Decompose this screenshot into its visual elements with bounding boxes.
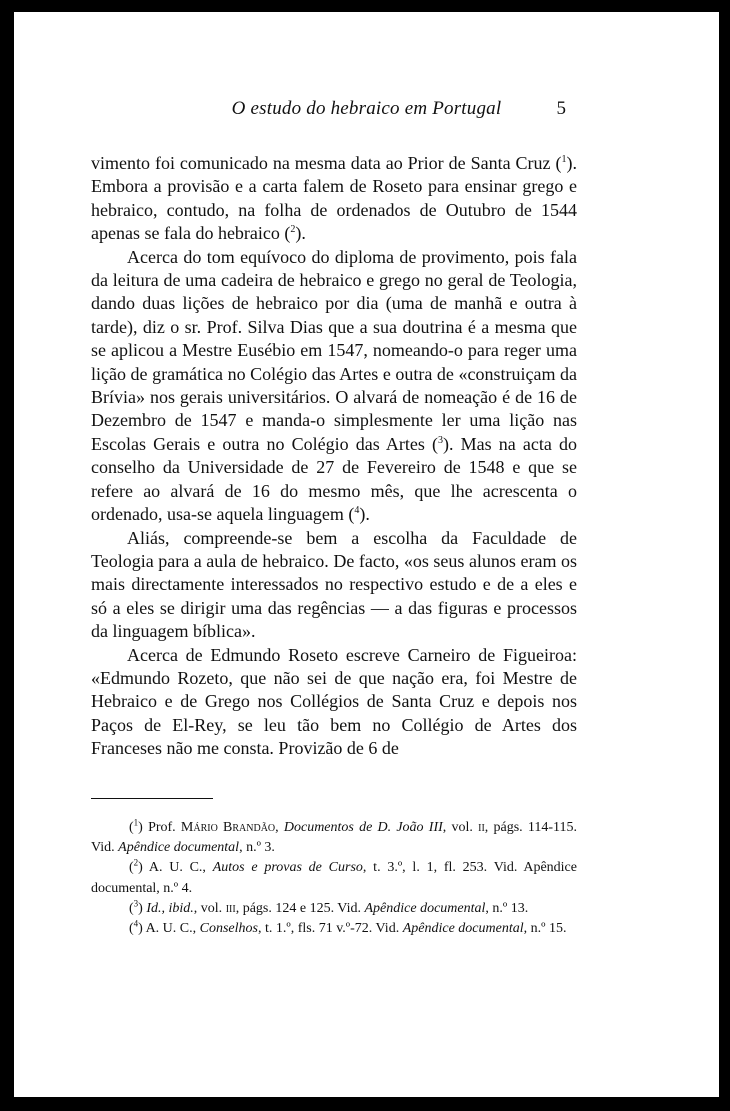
footnote-volume: iii bbox=[225, 900, 236, 916]
book-page bbox=[14, 12, 719, 1097]
body-text bbox=[91, 152, 577, 761]
footnote-number: 1 bbox=[133, 817, 139, 828]
paragraph-text: ). Mas na acta do conselho da Universidade de 27 de Fevereiro de 1548 e que se refere ao alvará de 16 do mesmo mês, que lhe acrescenta o ordenado, usa-se aquela linguagem ( bbox=[91, 433, 577, 525]
footnote-number: 2 bbox=[133, 857, 139, 868]
footnote: ($^4$) A. U. C., Conselhos, t. 1.º, fls. 71 v.º-72. Vid. Apêndice documental, n.º 15. bbox=[129, 918, 567, 937]
footnote-text: , págs. 114-115. Vid. bbox=[91, 820, 578, 856]
paragraph bbox=[91, 152, 577, 246]
footnote: ($^3$) Id., ibid., vol. iii, págs. 124 e 125. Vid. Apêndice documental, n.º 13. bbox=[129, 898, 529, 916]
paragraph-text: ). bbox=[295, 223, 306, 244]
footnote: ($^2$) A. U. C., Autos e provas de Curso, t. 3.º, l. 1, fl. 253. Vid. Apêndice documental, n.º 4. bbox=[91, 857, 577, 896]
page-number: 5 bbox=[556, 98, 566, 119]
running-title: O estudo do hebraico em Portugal bbox=[231, 98, 502, 119]
footnote: ($^1$) Prof. Mário Brandão, Documentos de D. João III, vol. ii, págs. 114-115. Vid. Apêndice documental, n.º 3. bbox=[91, 817, 578, 856]
footnote-author: Mário Brandão bbox=[180, 820, 276, 835]
footnote-ref: 2 bbox=[290, 224, 296, 236]
footnote-title: Apêndice documental bbox=[402, 921, 524, 937]
footnote-title: Apêndice documental bbox=[118, 840, 240, 856]
footnote-text: , vol. bbox=[442, 820, 479, 835]
footnote-text: , n.º 13. bbox=[485, 900, 529, 916]
paragraph-text: ). Embora a provisão e a carta falem de Roseto para ensinar grego e hebraico, contudo, na folha de ordenados de Outubro de 1544 apenas se fala do hebraico ( bbox=[91, 153, 577, 244]
footnote-separator bbox=[91, 798, 213, 799]
footnote-title: Conselhos bbox=[199, 921, 258, 937]
paragraph bbox=[91, 644, 577, 761]
footnote-text: , bbox=[275, 820, 284, 835]
paragraph-text: vimento foi comunicado na mesma data ao Prior de Santa Cruz ( bbox=[91, 153, 562, 173]
paragraph-text: Acerca de Edmundo Roseto escreve Carneiro de Figueiroa: «Edmundo Rozeto, que não sei de que nação era, foi Mestre de Hebraico e de Grego nos Collégios de Santa Cruz e depois nos Paços de El-Rey, se leu tão bem no Collégio de Artes dos Franceses não me consta. Provizão de 6 de bbox=[91, 644, 577, 759]
footnote-ref: 1 bbox=[561, 154, 567, 165]
paragraph-text: ). bbox=[359, 504, 370, 525]
footnote-ref: 3 bbox=[438, 434, 443, 446]
paragraph bbox=[91, 527, 577, 644]
footnote-volume: ii bbox=[478, 820, 485, 835]
footnote-text: , n.º 3. bbox=[239, 840, 275, 856]
footnote-text: , vol. bbox=[193, 900, 226, 916]
footnote-number: 3 bbox=[133, 898, 139, 909]
footnote-text: , n.º 15. bbox=[523, 921, 567, 937]
page-header bbox=[14, 98, 719, 126]
footnote-text: , t. 3.º, l. 1, fl. 253. Vid. Apêndice documental, n.º 4. bbox=[91, 860, 577, 896]
footnote-text: A. U. C., bbox=[145, 921, 200, 937]
footnote-text: , t. 1.º, fls. 71 v.º-72. Vid. bbox=[257, 921, 403, 937]
footnote-title: Id., ibid. bbox=[146, 900, 194, 916]
footnote-text: A. U. C., bbox=[148, 860, 213, 876]
paragraph-text: Acerca do tom equívoco do diploma de provimento, pois fala da leitura de uma cadeira de hebraico e grego no geral de Teologia, dando duas lições de hebraico por dia (uma de manhã e outra à tarde), diz o sr. Prof. Silva Dias que a sua doutrina é a mesma que se aplicou a Mestre Eusébio em 1547, nomeando-o para reger uma lição de gramática no Colégio das Artes e outra de «construiçam da Brívia» nos gerais universitários. O alvará de nomeação é de 16 de Dezembro de 1547 e manda-o simplesmente ler uma lição nas Escolas Gerais e outra no Colégio das Artes ( bbox=[91, 246, 577, 454]
footnote-title: Autos e provas de Curso bbox=[212, 860, 363, 876]
footnote-text: Prof. bbox=[148, 820, 181, 835]
footnote-text: , págs. 124 e 125. Vid. bbox=[235, 900, 365, 916]
footnote-number: 4 bbox=[133, 918, 139, 929]
footnote-ref: 4 bbox=[354, 505, 360, 517]
footnote-title: Documentos de D. João III bbox=[283, 820, 443, 835]
paragraph bbox=[91, 246, 577, 527]
paragraph-text: Aliás, compreende-se bem a escolha da Faculdade de Teologia para a aula de hebraico. De facto, «os seus alunos eram os mais directamente interessados no respectivo estudo e de a eles e só a eles se dirigir uma das regências — a das figuras e processos da linguagem bíblica». bbox=[91, 527, 577, 642]
footnote-title: Apêndice documental bbox=[364, 900, 486, 916]
footnotes bbox=[91, 818, 577, 939]
